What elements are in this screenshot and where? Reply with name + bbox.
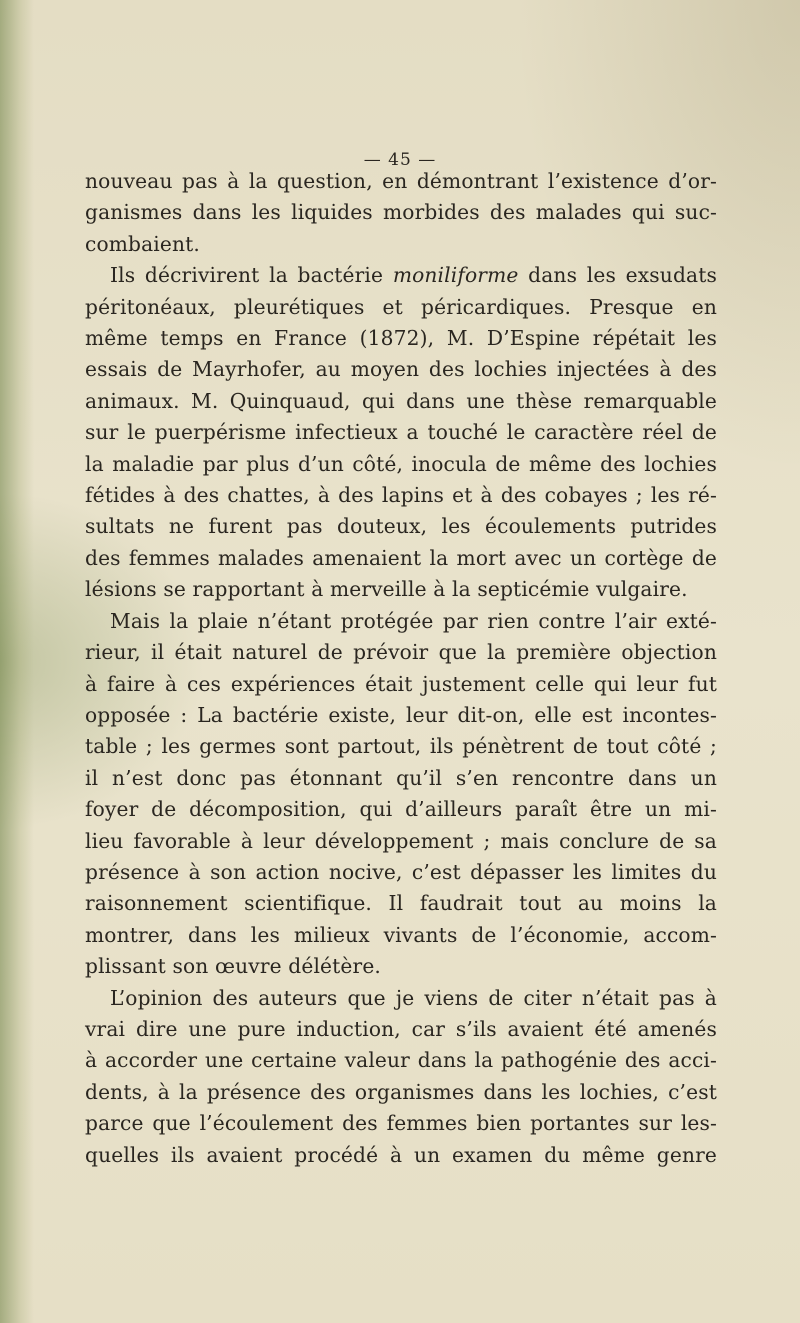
text-line: montrer, dans les milieux vivants de l’économie, accom- xyxy=(85,922,717,947)
text-line: animaux. M. Quinquaud, qui dans une thèse remarquable xyxy=(85,388,717,413)
text-line: même temps en France (1872), M. D’Espine répétait les xyxy=(85,326,717,351)
text-line: la maladie par plus d’un côté, inocula de même des lochies xyxy=(85,451,717,476)
paragraph-4 xyxy=(85,983,717,1171)
text-line: nouveau pas à la question, en démontrant l’existence d’or- xyxy=(85,169,717,193)
text-line: quelles ils avaient procédé à un examen du même genre xyxy=(85,1142,717,1167)
text-line: lieu favorable à leur développement ; mais conclure de sa xyxy=(85,828,717,853)
text-line: dents, à la présence des organismes dans les lochies, c’est xyxy=(85,1079,717,1104)
text-line: raisonnement scientifique. Il faudrait tout au moins la xyxy=(85,891,717,916)
text-line xyxy=(85,260,717,291)
text-line: opposée : La bactérie existe, leur dit-on, elle est incontes- xyxy=(85,702,717,727)
text-line: sultats ne furent pas douteux, les écoulements putrides xyxy=(85,514,717,539)
text-line: parce que l’écoulement des femmes bien portantes sur les- xyxy=(85,1111,717,1136)
text-line: péritonéaux, pleurétiques et péricardiques. Presque en xyxy=(85,294,717,319)
text-line: vrai dire une pure induction, car s’ils avaient été amenés xyxy=(85,1016,717,1041)
text-line: rieur, il était naturel de prévoir que la première objection xyxy=(85,640,717,665)
text-line: essais de Mayrhofer, au moyen des lochies injectées à des xyxy=(85,357,717,382)
text-line: ganismes dans les liquides morbides des malades qui suc- xyxy=(85,200,717,225)
text-line: à faire à ces expériences était justement celle qui leur fut xyxy=(85,671,717,696)
text-line: à accorder une certaine valeur dans la pathogénie des acci- xyxy=(85,1048,717,1073)
page-edge-shadow xyxy=(0,0,34,1323)
text-run: Ils décrivirent la bactérie xyxy=(110,263,393,288)
text-line: fétides à des chattes, à des lapins et à des cobayes ; les ré- xyxy=(85,483,717,508)
italic-term: moniliforme xyxy=(392,263,519,288)
text-line: lésions se rapportant à merveille à la septicémie vulgaire. xyxy=(85,577,688,602)
body-text xyxy=(85,166,717,1171)
paragraph-3 xyxy=(85,606,717,983)
text-run: dans les exsudats xyxy=(518,263,717,288)
paragraph-2 xyxy=(85,260,717,605)
text-line: combaient. xyxy=(85,231,200,256)
paragraph-1 xyxy=(85,166,717,260)
text-line: des femmes malades amenaient la mort avec un cortège de xyxy=(85,545,717,570)
text-line: il n’est donc pas étonnant qu’il s’en rencontre dans un xyxy=(85,765,717,790)
text-line: table ; les germes sont partout, ils pénètrent de tout côté ; xyxy=(85,734,717,759)
text-line: sur le puerpérisme infectieux a touché le caractère réel de xyxy=(85,420,717,445)
text-line: présence à son action nocive, c’est dépasser les limites du xyxy=(85,859,717,884)
text-line: Mais la plaie n’étant protégée par rien contre l’air exté- xyxy=(110,608,717,633)
text-line: L’opinion des auteurs que je viens de citer n’était pas à xyxy=(110,985,717,1010)
text-line: foyer de décomposition, qui d’ailleurs paraît être un mi- xyxy=(85,797,717,822)
text-line: plissant son œuvre délétère. xyxy=(85,954,381,979)
page-number: — 45 — xyxy=(363,150,437,170)
